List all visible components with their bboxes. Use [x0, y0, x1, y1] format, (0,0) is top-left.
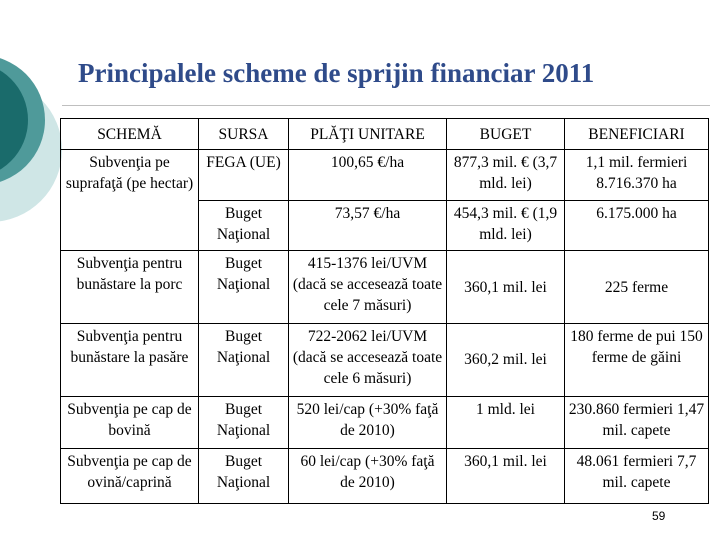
cell-schema: Subvenţia pentru bunăstare la porc: [61, 251, 199, 324]
cell-schema: Subvenţia pe suprafaţă (pe hectar): [61, 150, 199, 251]
table-row: [61, 150, 709, 201]
cell-buget: 360,2 mil. lei: [447, 323, 565, 396]
cell-beneficiari: 1,1 mil. fermieri 8.716.370 ha: [565, 150, 709, 201]
page-number: 59: [652, 509, 666, 523]
cell-sursa: Buget Naţional: [199, 323, 289, 396]
cell-plati: 722-2062 lei/UVM (dacă se accesează toate cele 6 măsuri): [289, 323, 447, 396]
cell-beneficiari: 230.860 fermieri 1,47 mil. capete: [565, 396, 709, 449]
cell-plati: 100,65 €/ha: [289, 150, 447, 201]
table-row: [61, 449, 709, 504]
header-sursa: SURSA: [199, 119, 289, 150]
cell-buget: 360,1 mil. lei: [447, 449, 565, 504]
header-schema: SCHEMĂ: [61, 119, 199, 150]
cell-buget: 454,3 mil. € (1,9 mld. lei): [447, 200, 565, 251]
cell-sursa: Buget Naţional: [199, 396, 289, 449]
table-row: [61, 251, 709, 324]
cell-plati: 60 lei/cap (+30% faţă de 2010): [289, 449, 447, 504]
cell-beneficiari: 180 ferme de pui 150 ferme de găini: [565, 323, 709, 396]
header-buget: BUGET: [447, 119, 565, 150]
table-header-row: [61, 119, 709, 150]
cell-plati: 73,57 €/ha: [289, 200, 447, 251]
cell-buget: 360,1 mil. lei: [447, 251, 565, 324]
table-row: [61, 323, 709, 396]
cell-buget: 877,3 mil. € (3,7 mld. lei): [447, 150, 565, 201]
page-title: Principalele scheme de sprijin financiar 2011: [78, 58, 595, 88]
cell-schema: Subvenţia pe cap de bovină: [61, 396, 199, 449]
cell-plati: 415-1376 lei/UVM (dacă se accesează toate cele 7 măsuri): [289, 251, 447, 324]
cell-beneficiari: 6.175.000 ha: [565, 200, 709, 251]
cell-buget: 1 mld. lei: [447, 396, 565, 449]
table-row: [61, 396, 709, 449]
cell-plati: 520 lei/cap (+30% faţă de 2010): [289, 396, 447, 449]
cell-schema: Subvenţia pentru bunăstare la pasăre: [61, 323, 199, 396]
support-schemes-table: [60, 118, 709, 504]
header-beneficiari: BENEFICIARI: [565, 119, 709, 150]
cell-sursa: FEGA (UE): [199, 150, 289, 201]
cell-sursa: Buget Naţional: [199, 449, 289, 504]
cell-beneficiari: 225 ferme: [565, 251, 709, 324]
header-plati: PLĂŢI UNITARE: [289, 119, 447, 150]
title-divider: [62, 105, 710, 106]
cell-sursa: Buget Naţional: [199, 200, 289, 251]
cell-sursa: Buget Naţional: [199, 251, 289, 324]
cell-schema: Subvenţia pe cap de ovină/caprină: [61, 449, 199, 504]
cell-beneficiari: 48.061 fermieri 7,7 mil. capete: [565, 449, 709, 504]
